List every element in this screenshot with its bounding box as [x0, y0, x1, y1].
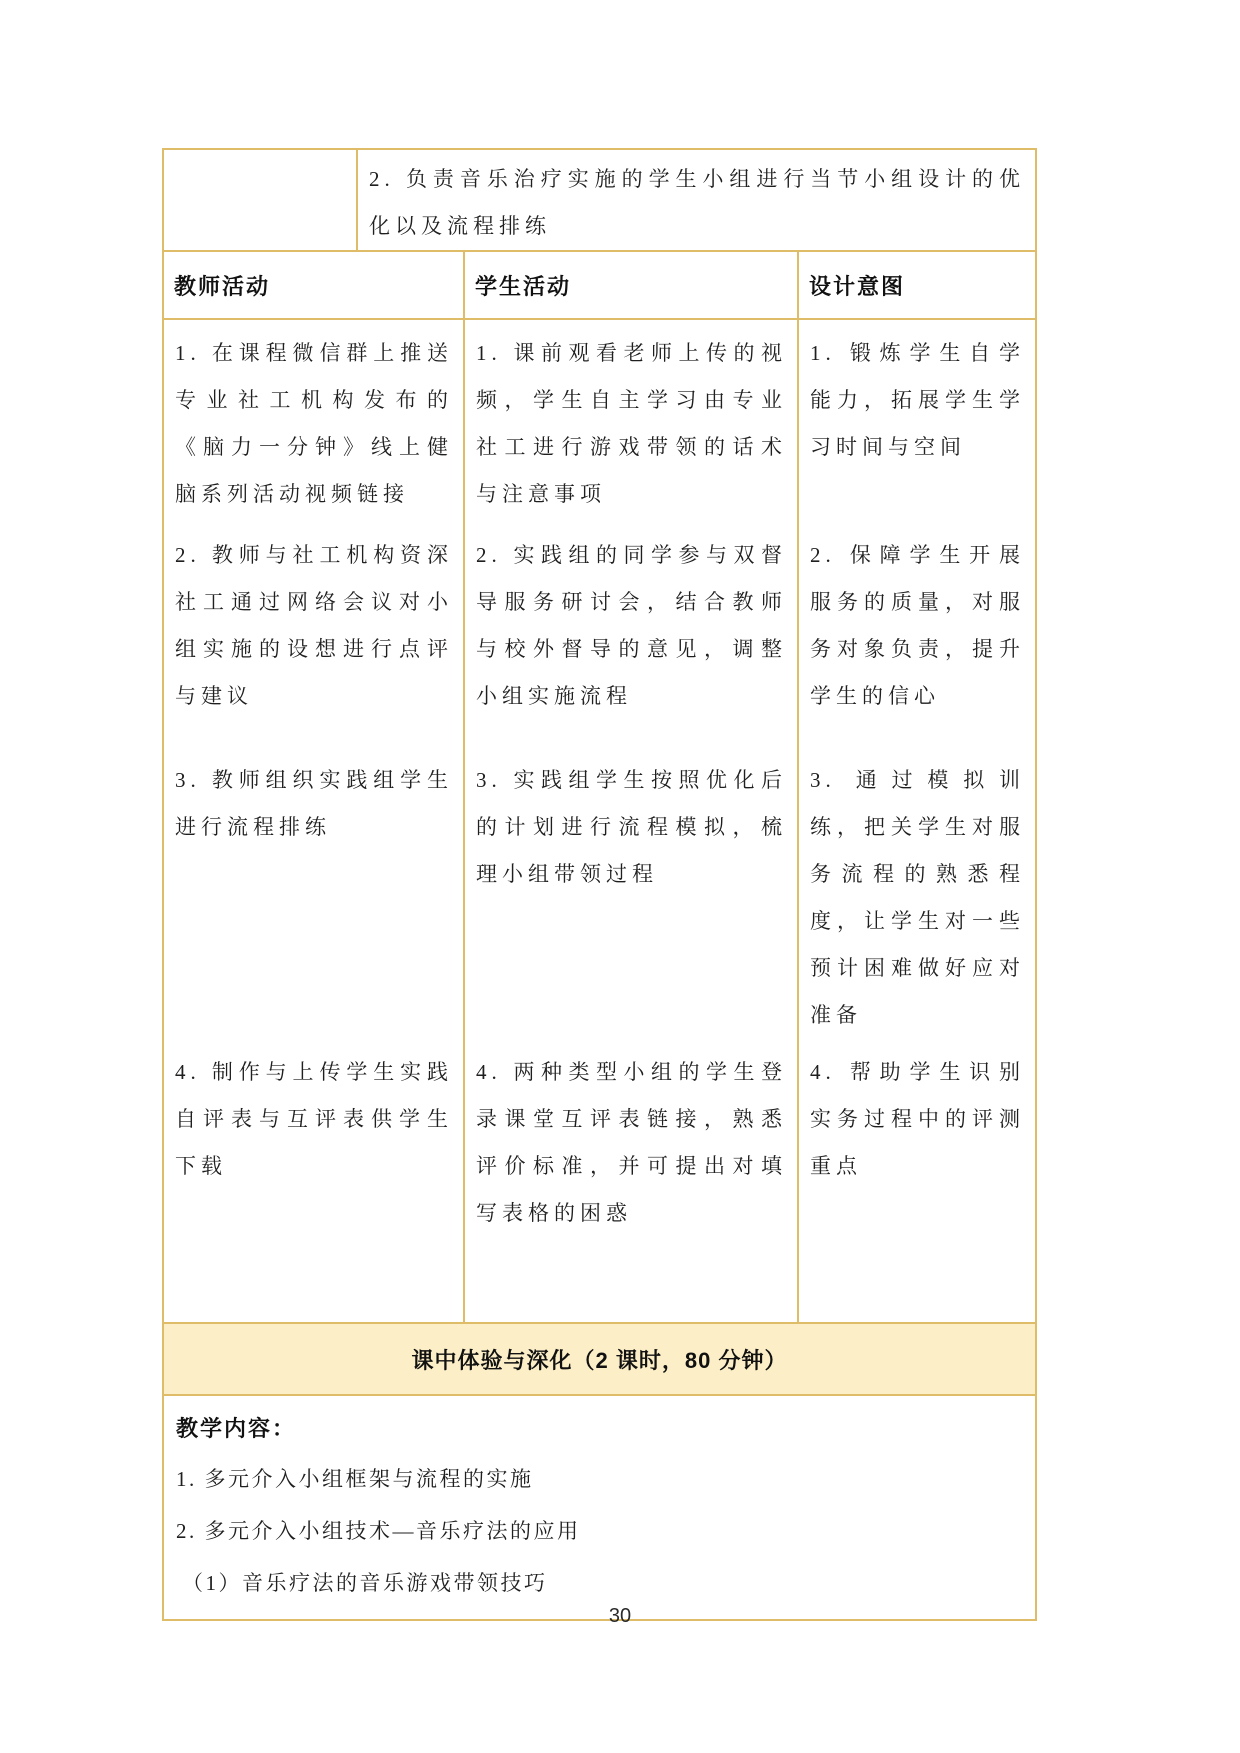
header-teacher-activity: 教师活动: [164, 252, 465, 318]
header-design-intent: 设计意图: [809, 273, 906, 299]
teacher-activity-item-3: 3. 教师组织实践组学生进行流程排练: [164, 747, 465, 1039]
continuation-text-cell: 2. 负责音乐治疗实施的学生小组进行当节小组设计的优化以及流程排练: [369, 167, 1025, 238]
lesson-plan-table: [162, 148, 1037, 1621]
student-activity-item-3: 3. 实践组学生按照优化后的计划进行流程模拟，梳理小组带领过程: [465, 747, 799, 1039]
design-intent-item-1: 1. 锻炼学生自学能力，拓展学生学习时间与空间: [810, 341, 1025, 459]
section-band: [164, 1324, 1035, 1396]
teaching-content-item-3: （1）音乐疗法的音乐游戏带领技巧: [182, 1571, 548, 1595]
student-activity-item-4: 4. 两种类型小组的学生登录课堂互评表链接，熟悉评价标准，并可提出对填写表格的困惑: [465, 1039, 799, 1322]
student-activity-item-2: 2. 实践组的同学参与双督导服务研讨会，结合教师与校外督导的意见，调整小组实施流程: [465, 522, 799, 747]
teaching-content-section: [164, 1396, 1035, 1619]
page-number: 30: [608, 1605, 632, 1627]
section-band-title: 课中体验与深化（2 课时，80 分钟）: [411, 1347, 788, 1373]
teaching-content-item-1: 1. 多元介入小组框架与流程的实施: [176, 1467, 534, 1491]
teaching-content-item-2: 2. 多元介入小组技术—音乐疗法的应用: [176, 1519, 581, 1543]
design-intent-item-4: 4. 帮助学生识别实务过程中的评测重点: [810, 1060, 1025, 1178]
continuation-row: [164, 150, 1035, 252]
teaching-content-title: 教学内容：: [176, 1416, 297, 1441]
design-intent-item-2: 2. 保障学生开展服务的质量，对服务对象负责，提升学生的信心: [810, 543, 1025, 708]
continuation-empty-cell: [164, 150, 358, 250]
activity-header-row: [164, 252, 1035, 320]
teacher-activity-item-1: 1. 在课程微信群上推送专业社工机构发布的《脑力一分钟》线上健脑系列活动视频链接: [164, 320, 465, 522]
header-student-activity: 学生活动: [465, 252, 799, 318]
teacher-activity-item-2: 2. 教师与社工机构资深社工通过网络会议对小组实施的设想进行点评与建议: [164, 522, 465, 747]
student-activity-item-1: 1. 课前观看老师上传的视频，学生自主学习由专业社工进行游戏带领的话术与注意事项: [465, 320, 799, 522]
activity-grid: [164, 320, 1035, 1324]
design-intent-item-3: 3. 通过模拟训练，把关学生对服务流程的熟悉程度，让学生对一些预计困难做好应对准备: [810, 768, 1025, 1027]
teacher-activity-item-4: 4. 制作与上传学生实践自评表与互评表供学生下载: [164, 1039, 465, 1322]
